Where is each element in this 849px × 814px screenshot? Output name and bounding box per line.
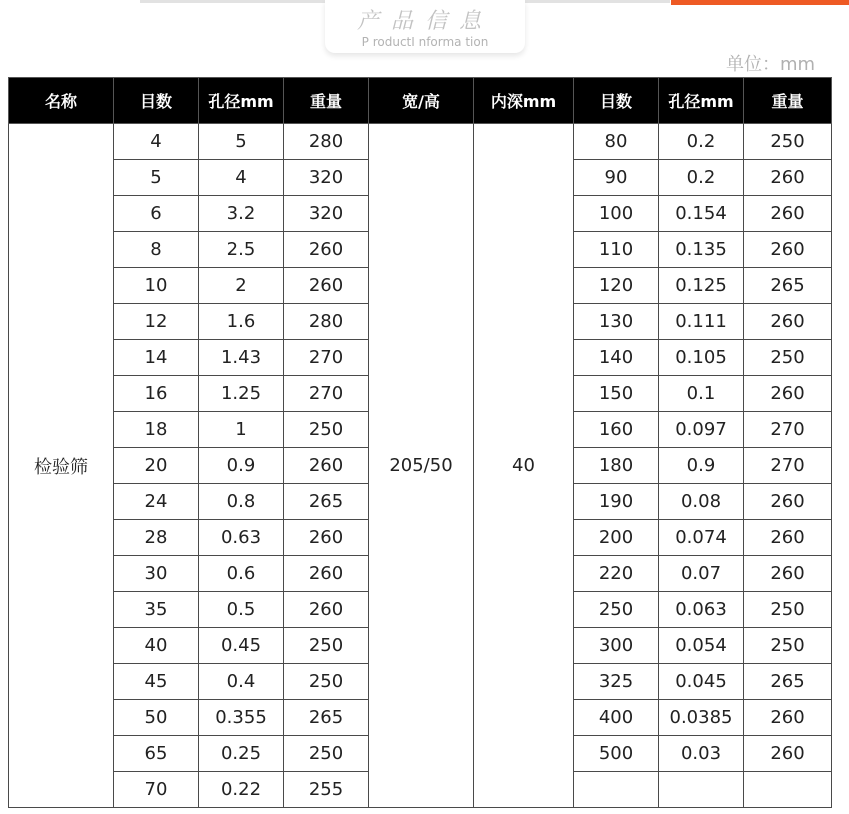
left-aperture-cell: 0.4 xyxy=(199,664,284,700)
left-mesh-cell: 20 xyxy=(114,448,199,484)
right-aperture-cell: 0.097 xyxy=(659,412,744,448)
right-aperture-cell: 0.074 xyxy=(659,520,744,556)
right-weight-cell: 250 xyxy=(744,628,832,664)
right-weight-cell: 260 xyxy=(744,304,832,340)
left-mesh-cell: 6 xyxy=(114,196,199,232)
col-header-mesh-left: 目数 xyxy=(114,78,199,124)
left-mesh-cell: 18 xyxy=(114,412,199,448)
left-weight-cell: 250 xyxy=(284,664,369,700)
product-info-title: 产品信息 xyxy=(356,9,493,34)
right-weight-cell xyxy=(744,772,832,808)
right-aperture-cell: 0.105 xyxy=(659,340,744,376)
product-info-header xyxy=(325,0,525,53)
right-mesh-cell: 180 xyxy=(574,448,659,484)
right-mesh-cell: 140 xyxy=(574,340,659,376)
right-mesh-cell: 220 xyxy=(574,556,659,592)
right-mesh-cell: 100 xyxy=(574,196,659,232)
table-body xyxy=(9,124,832,808)
right-mesh-cell: 150 xyxy=(574,376,659,412)
right-mesh-cell: 400 xyxy=(574,700,659,736)
right-mesh-cell: 200 xyxy=(574,520,659,556)
left-weight-cell: 250 xyxy=(284,628,369,664)
left-aperture-cell: 0.63 xyxy=(199,520,284,556)
left-aperture-cell: 0.6 xyxy=(199,556,284,592)
right-aperture-cell: 0.03 xyxy=(659,736,744,772)
right-aperture-cell: 0.08 xyxy=(659,484,744,520)
left-mesh-cell: 40 xyxy=(114,628,199,664)
right-aperture-cell: 0.045 xyxy=(659,664,744,700)
col-header-width-height: 宽/高 xyxy=(369,78,474,124)
left-weight-cell: 280 xyxy=(284,304,369,340)
right-aperture-cell: 0.2 xyxy=(659,160,744,196)
right-mesh-cell: 90 xyxy=(574,160,659,196)
unit-label: 单位：mm xyxy=(726,54,816,75)
right-mesh-cell: 250 xyxy=(574,592,659,628)
right-aperture-cell: 0.1 xyxy=(659,376,744,412)
right-weight-cell: 265 xyxy=(744,268,832,304)
right-mesh-cell: 130 xyxy=(574,304,659,340)
left-mesh-cell: 4 xyxy=(114,124,199,160)
right-mesh-cell: 160 xyxy=(574,412,659,448)
right-weight-cell: 270 xyxy=(744,412,832,448)
left-aperture-cell: 0.8 xyxy=(199,484,284,520)
right-aperture-cell: 0.07 xyxy=(659,556,744,592)
top-accent-bar xyxy=(671,0,849,5)
left-aperture-cell: 5 xyxy=(199,124,284,160)
left-mesh-cell: 5 xyxy=(114,160,199,196)
right-weight-cell: 250 xyxy=(744,592,832,628)
left-weight-cell: 320 xyxy=(284,160,369,196)
left-aperture-cell: 2 xyxy=(199,268,284,304)
left-mesh-cell: 14 xyxy=(114,340,199,376)
left-weight-cell: 250 xyxy=(284,736,369,772)
left-weight-cell: 250 xyxy=(284,412,369,448)
right-weight-cell: 260 xyxy=(744,196,832,232)
col-header-aperture-left: 孔径mm xyxy=(199,78,284,124)
right-weight-cell: 265 xyxy=(744,664,832,700)
right-weight-cell: 260 xyxy=(744,556,832,592)
left-mesh-cell: 24 xyxy=(114,484,199,520)
right-weight-cell: 250 xyxy=(744,340,832,376)
left-weight-cell: 270 xyxy=(284,376,369,412)
col-header-aperture-right: 孔径mm xyxy=(659,78,744,124)
left-mesh-cell: 70 xyxy=(114,772,199,808)
right-mesh-cell xyxy=(574,772,659,808)
table-header-row xyxy=(9,78,832,124)
left-mesh-cell: 12 xyxy=(114,304,199,340)
left-weight-cell: 260 xyxy=(284,448,369,484)
left-weight-cell: 260 xyxy=(284,556,369,592)
col-header-name: 名称 xyxy=(9,78,114,124)
inner-depth-cell: 40 xyxy=(474,124,574,808)
left-aperture-cell: 3.2 xyxy=(199,196,284,232)
left-aperture-cell: 0.355 xyxy=(199,700,284,736)
left-mesh-cell: 30 xyxy=(114,556,199,592)
right-weight-cell: 260 xyxy=(744,232,832,268)
col-header-weight-right: 重量 xyxy=(744,78,832,124)
left-weight-cell: 280 xyxy=(284,124,369,160)
left-aperture-cell: 4 xyxy=(199,160,284,196)
col-header-inner-depth: 内深mm xyxy=(474,78,574,124)
right-mesh-cell: 300 xyxy=(574,628,659,664)
left-weight-cell: 260 xyxy=(284,592,369,628)
right-aperture-cell: 0.135 xyxy=(659,232,744,268)
right-weight-cell: 260 xyxy=(744,736,832,772)
col-header-mesh-right: 目数 xyxy=(574,78,659,124)
left-aperture-cell: 2.5 xyxy=(199,232,284,268)
right-weight-cell: 260 xyxy=(744,484,832,520)
left-aperture-cell: 0.45 xyxy=(199,628,284,664)
left-mesh-cell: 50 xyxy=(114,700,199,736)
right-weight-cell: 260 xyxy=(744,520,832,556)
left-mesh-cell: 45 xyxy=(114,664,199,700)
left-mesh-cell: 28 xyxy=(114,520,199,556)
right-mesh-cell: 110 xyxy=(574,232,659,268)
left-aperture-cell: 0.22 xyxy=(199,772,284,808)
product-name-cell: 检验筛 xyxy=(9,124,114,808)
left-aperture-cell: 1.6 xyxy=(199,304,284,340)
right-aperture-cell: 0.9 xyxy=(659,448,744,484)
left-mesh-cell: 35 xyxy=(114,592,199,628)
right-aperture-cell: 0.154 xyxy=(659,196,744,232)
table-row xyxy=(9,124,832,160)
right-mesh-cell: 325 xyxy=(574,664,659,700)
left-weight-cell: 260 xyxy=(284,520,369,556)
width-height-cell: 205/50 xyxy=(369,124,474,808)
right-aperture-cell: 0.063 xyxy=(659,592,744,628)
left-aperture-cell: 1.43 xyxy=(199,340,284,376)
right-mesh-cell: 120 xyxy=(574,268,659,304)
left-mesh-cell: 10 xyxy=(114,268,199,304)
right-weight-cell: 260 xyxy=(744,376,832,412)
right-aperture-cell: 0.125 xyxy=(659,268,744,304)
right-weight-cell: 260 xyxy=(744,160,832,196)
left-aperture-cell: 0.5 xyxy=(199,592,284,628)
right-aperture-cell xyxy=(659,772,744,808)
right-mesh-cell: 500 xyxy=(574,736,659,772)
left-weight-cell: 320 xyxy=(284,196,369,232)
left-mesh-cell: 16 xyxy=(114,376,199,412)
left-aperture-cell: 1.25 xyxy=(199,376,284,412)
right-mesh-cell: 190 xyxy=(574,484,659,520)
right-weight-cell: 270 xyxy=(744,448,832,484)
right-weight-cell: 260 xyxy=(744,700,832,736)
right-aperture-cell: 0.0385 xyxy=(659,700,744,736)
right-aperture-cell: 0.111 xyxy=(659,304,744,340)
product-info-subtitle: P roductI nforma tion xyxy=(361,35,489,49)
left-weight-cell: 265 xyxy=(284,484,369,520)
col-header-weight-left: 重量 xyxy=(284,78,369,124)
left-mesh-cell: 8 xyxy=(114,232,199,268)
right-mesh-cell: 80 xyxy=(574,124,659,160)
right-aperture-cell: 0.054 xyxy=(659,628,744,664)
left-weight-cell: 255 xyxy=(284,772,369,808)
left-weight-cell: 270 xyxy=(284,340,369,376)
left-weight-cell: 260 xyxy=(284,232,369,268)
left-aperture-cell: 0.25 xyxy=(199,736,284,772)
left-aperture-cell: 1 xyxy=(199,412,284,448)
left-aperture-cell: 0.9 xyxy=(199,448,284,484)
right-weight-cell: 250 xyxy=(744,124,832,160)
right-aperture-cell: 0.2 xyxy=(659,124,744,160)
left-mesh-cell: 65 xyxy=(114,736,199,772)
left-weight-cell: 265 xyxy=(284,700,369,736)
left-weight-cell: 260 xyxy=(284,268,369,304)
spec-table xyxy=(8,77,832,808)
